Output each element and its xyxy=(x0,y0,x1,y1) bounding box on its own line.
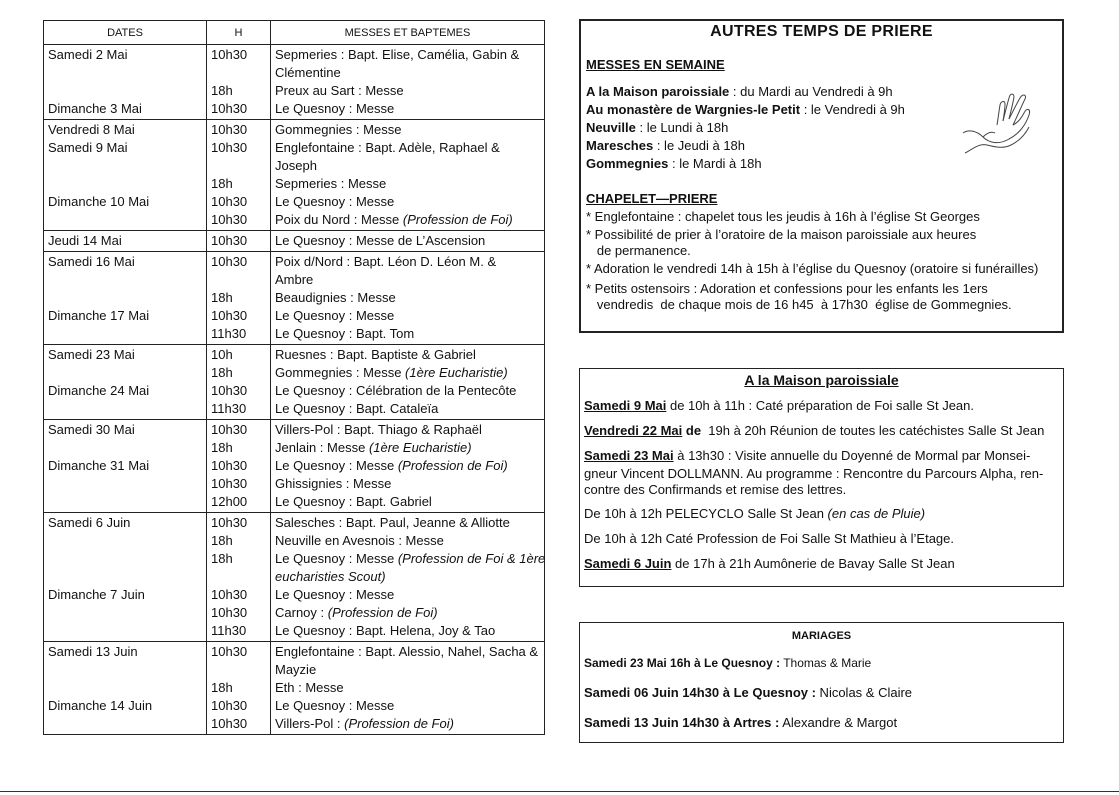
hours-cell xyxy=(207,513,271,642)
event-text: Salesches : Bapt. Paul, Jeanne & Alliotte xyxy=(275,515,510,530)
events-cell xyxy=(271,642,545,735)
event-line xyxy=(275,514,540,532)
event-note: (1ère Eucharistie) xyxy=(405,365,508,380)
event-note: (Profession de Foi) xyxy=(402,212,513,227)
date-label xyxy=(48,532,202,550)
date-label xyxy=(48,622,202,640)
event-text: Le Quesnoy : Messe xyxy=(275,698,395,713)
schedule-body xyxy=(44,45,545,735)
maison-de: de xyxy=(682,423,702,438)
mariage-when: Samedi 23 Mai 16h à Le Quesnoy : xyxy=(584,656,781,670)
event-line xyxy=(275,289,540,307)
date-label: Vendredi 8 Mai xyxy=(48,122,135,137)
weekday-line xyxy=(586,137,745,155)
hours-cell xyxy=(207,345,271,420)
maison-line xyxy=(584,555,955,573)
event-text: Le Quesnoy : Messe xyxy=(275,308,395,323)
event-text: Ruesnes : Bapt. Baptiste & Gabriel xyxy=(275,347,476,362)
event-line xyxy=(275,679,540,697)
mariages-title: MARIAGES xyxy=(791,630,852,642)
event-line xyxy=(275,421,540,439)
event-text: Le Quesnoy : Célébration de la Pentecôte xyxy=(275,383,517,398)
events-cell xyxy=(271,420,545,513)
time-label xyxy=(211,568,266,586)
chapelet-line: * Petits ostensoirs : Adoration et confessions pour les enfants les 1ers xyxy=(586,281,988,296)
event-line xyxy=(275,439,540,457)
schedule-group xyxy=(44,120,545,231)
event-line xyxy=(275,64,540,82)
date-label xyxy=(48,604,202,622)
time-label: 10h30 xyxy=(211,476,248,491)
hours-cell xyxy=(207,231,271,252)
schedule-table xyxy=(43,20,545,735)
event-note: (Profession de Foi) xyxy=(327,605,438,620)
weekday-line xyxy=(586,155,762,173)
event-line xyxy=(275,193,540,211)
date-label: Samedi 2 Mai xyxy=(48,47,128,62)
event-line xyxy=(275,271,540,289)
event-text: Le Quesnoy : Messe xyxy=(275,101,395,116)
date-label xyxy=(48,568,202,586)
dates-cell xyxy=(44,252,207,345)
event-text: Le Quesnoy : Messe xyxy=(275,194,395,209)
chapelet-line: de permanence. xyxy=(586,243,691,258)
time-label: 10h30 xyxy=(211,308,248,323)
time-label: 10h30 xyxy=(211,101,248,116)
date-label: Dimanche 17 Mai xyxy=(48,308,150,323)
event-line xyxy=(275,232,540,250)
event-text: Mayzie xyxy=(275,662,317,677)
event-line xyxy=(275,550,546,568)
schedule-group xyxy=(44,231,545,252)
events-cell xyxy=(271,345,545,420)
date-label xyxy=(48,661,202,679)
date-label: Samedi 13 Juin xyxy=(48,644,138,659)
event-text: Gommegnies : Messe xyxy=(275,122,402,137)
date-label xyxy=(48,271,202,289)
weekday-time: : le Lundi à 18h xyxy=(635,120,729,135)
event-line xyxy=(275,382,540,400)
event-line xyxy=(275,697,540,715)
time-label: 10h30 xyxy=(211,698,248,713)
dates-cell xyxy=(44,45,207,120)
mariage-when: Samedi 06 Juin 14h30 à Le Quesnoy : xyxy=(584,685,816,700)
time-label: 10h30 xyxy=(211,122,248,137)
bottom-rule xyxy=(0,791,1119,792)
weekday-place: A la Maison paroissiale xyxy=(586,84,730,99)
time-label: 10h30 xyxy=(211,458,248,473)
event-note: (1ère Eucharistie) xyxy=(368,440,472,455)
time-label: 11h30 xyxy=(211,326,247,341)
chapelet-heading: CHAPELET—PRIERE xyxy=(586,191,718,206)
events-cell xyxy=(271,513,545,642)
date-label: Samedi 6 Juin xyxy=(48,515,131,530)
maison-date: Samedi 9 Mai xyxy=(584,398,667,413)
weekday-line xyxy=(586,83,893,101)
date-label xyxy=(48,325,202,343)
maison-text: de 17h à 21h Aumônerie de Bavay Salle St Jean xyxy=(671,556,955,571)
event-line xyxy=(275,157,540,175)
time-label: 10h30 xyxy=(211,587,248,602)
event-line xyxy=(275,457,540,475)
event-text: Sepmeries : Bapt. Elise, Camélia, Gabin & xyxy=(275,47,520,62)
hours-cell xyxy=(207,45,271,120)
date-label: Samedi 9 Mai xyxy=(48,140,128,155)
time-label: 10h30 xyxy=(211,716,248,731)
mariage-line xyxy=(584,684,912,702)
weekday-time: : le Jeudi à 18h xyxy=(653,138,746,153)
weekday-time: : le Vendredi à 9h xyxy=(800,102,905,117)
maison-text: De 10h à 12h PELECYCLO Salle St Jean xyxy=(584,506,828,521)
time-label: 18h xyxy=(211,176,233,191)
time-label: 18h xyxy=(211,290,233,305)
schedule-group xyxy=(44,513,545,642)
maison-title: A la Maison paroissiale xyxy=(744,372,899,388)
events-cell xyxy=(271,45,545,120)
date-label xyxy=(48,211,202,229)
events-cell xyxy=(271,120,545,231)
date-label: Dimanche 14 Juin xyxy=(48,698,153,713)
event-line xyxy=(275,211,540,229)
mariages-box xyxy=(579,622,1064,743)
event-text: Poix d/Nord : Bapt. Léon D. Léon M. & xyxy=(275,254,497,269)
maison-date: Samedi 23 Mai xyxy=(584,448,674,463)
event-text: Le Quesnoy : Messe xyxy=(275,587,395,602)
dates-cell xyxy=(44,420,207,513)
event-text: Le Quesnoy : Bapt. Gabriel xyxy=(275,494,432,509)
hours-cell xyxy=(207,252,271,345)
event-line xyxy=(275,307,540,325)
maison-text: contre des Confirmands et remise des lettres. xyxy=(584,482,847,497)
event-line xyxy=(275,661,540,679)
time-label: 10h30 xyxy=(211,383,248,398)
event-text: Preux au Sart : Messe xyxy=(275,83,404,98)
event-text: Sepmeries : Messe xyxy=(275,176,387,191)
time-label: 18h xyxy=(211,440,233,455)
event-text: Poix du Nord : Messe xyxy=(275,212,403,227)
time-label: 11h30 xyxy=(211,401,247,416)
maison-text: à 13h30 : Visite annuelle du Doyenné de Mormal par Monsei- xyxy=(673,448,1031,463)
date-label: Dimanche 7 Juin xyxy=(48,587,145,602)
hours-cell xyxy=(207,120,271,231)
maison-text: De 10h à 12h Caté Profession de Foi Salle St Mathieu à l’Etage. xyxy=(584,531,954,546)
event-note: (Profession de Foi) xyxy=(344,716,454,731)
chapelet-line: * Englefontaine : chapelet tous les jeudis à 16h à l’église St Georges xyxy=(586,209,980,224)
event-text: Carnoy : xyxy=(275,605,328,620)
events-cell xyxy=(271,252,545,345)
event-text: Le Quesnoy : Messe xyxy=(275,458,398,473)
time-label: 10h xyxy=(211,347,233,362)
prayer-box xyxy=(579,19,1064,333)
event-text: Clémentine xyxy=(275,65,341,80)
date-label xyxy=(48,175,202,193)
event-text: Ghissignies : Messe xyxy=(275,476,392,491)
time-label xyxy=(211,661,266,679)
maison-date: Vendredi 22 Mai xyxy=(584,423,683,438)
event-line xyxy=(275,46,540,64)
date-label: Samedi 30 Mai xyxy=(48,422,135,437)
maison-line xyxy=(584,422,1044,440)
hours-cell xyxy=(207,420,271,513)
weekday-line xyxy=(586,101,905,119)
mariage-couple: Thomas & Marie xyxy=(780,656,872,670)
date-label xyxy=(48,475,202,493)
time-label: 18h xyxy=(211,551,233,566)
mariage-couple: Nicolas & Claire xyxy=(815,685,913,700)
event-line xyxy=(275,643,540,661)
event-line xyxy=(275,715,540,733)
event-text: Le Quesnoy : Bapt. Helena, Joy & Tao xyxy=(275,623,496,638)
hours-cell xyxy=(207,642,271,735)
event-line xyxy=(275,532,540,550)
chapelet-line: * Adoration le vendredi 14h à 15h à l’église du Quesnoy (oratoire si funérailles) xyxy=(586,261,1039,276)
schedule-group xyxy=(44,642,545,735)
date-label xyxy=(48,400,202,418)
event-text: Le Quesnoy : Bapt. Cataleïa xyxy=(275,401,439,416)
time-label xyxy=(211,64,266,82)
event-line xyxy=(275,325,540,343)
event-text: Le Quesnoy : Messe de L’Ascension xyxy=(275,233,486,248)
maison-date: Samedi 6 Juin xyxy=(584,556,672,571)
dates-cell xyxy=(44,120,207,231)
event-note: (Profession de Foi) xyxy=(397,458,508,473)
time-label: 10h30 xyxy=(211,254,248,269)
time-label xyxy=(211,157,266,175)
event-text: Le Quesnoy : Messe xyxy=(275,551,398,566)
mariage-line xyxy=(584,654,871,672)
time-label: 10h30 xyxy=(211,422,248,437)
event-text: Jenlain : Messe xyxy=(275,440,369,455)
time-label: 12h00 xyxy=(211,494,248,509)
time-label: 10h30 xyxy=(211,644,248,659)
prayer-title: AUTRES TEMPS DE PRIERE xyxy=(710,23,933,40)
weekday-place: Gommegnies xyxy=(586,156,669,171)
date-label xyxy=(48,439,202,457)
date-label: Dimanche 3 Mai xyxy=(48,101,142,116)
dates-cell xyxy=(44,513,207,642)
events-cell xyxy=(271,231,545,252)
event-line xyxy=(275,82,540,100)
date-label: Dimanche 10 Mai xyxy=(48,194,150,209)
event-text: Beaudignies : Messe xyxy=(275,290,396,305)
event-line xyxy=(275,364,540,382)
maison-line xyxy=(584,481,846,499)
date-label: Dimanche 31 Mai xyxy=(48,458,150,473)
event-text: Neuville en Avesnois : Messe xyxy=(275,533,444,548)
dates-cell xyxy=(44,642,207,735)
mariage-line xyxy=(584,714,897,732)
event-line xyxy=(275,400,540,418)
maison-line xyxy=(584,447,1030,465)
event-line xyxy=(275,175,540,193)
time-label: 10h30 xyxy=(211,515,248,530)
event-text: Le Quesnoy : Bapt. Tom xyxy=(275,326,415,341)
weekday-place: Maresches xyxy=(586,138,654,153)
time-label: 10h30 xyxy=(211,47,248,62)
date-label: Dimanche 24 Mai xyxy=(48,383,150,398)
date-label: Samedi 16 Mai xyxy=(48,254,135,269)
event-line xyxy=(275,139,540,157)
event-text: Villers-Pol : xyxy=(275,716,345,731)
weekday-line xyxy=(586,119,728,137)
maison-text: 19h à 20h Réunion de toutes les catéchistes Salle St Jean xyxy=(701,423,1045,438)
dates-cell xyxy=(44,345,207,420)
time-label: 10h30 xyxy=(211,212,248,227)
event-line xyxy=(275,475,540,493)
header-h: H xyxy=(207,21,271,45)
weekday-place: Neuville xyxy=(586,120,636,135)
event-text: Englefontaine : Bapt. Alessio, Nahel, Sacha & xyxy=(275,644,539,659)
weekday-time: : le Mardi à 18h xyxy=(668,156,762,171)
mariage-when: Samedi 13 Juin 14h30 à Artres : xyxy=(584,715,780,730)
event-text: Eth : Messe xyxy=(275,680,344,695)
date-label xyxy=(48,679,202,697)
time-label: 18h xyxy=(211,533,233,548)
maison-text: de 10h à 11h : Caté préparation de Foi salle St Jean. xyxy=(666,398,975,413)
dates-cell xyxy=(44,231,207,252)
weekday-time: : du Mardi au Vendredi à 9h xyxy=(729,84,893,99)
date-label xyxy=(48,550,202,568)
time-label: 10h30 xyxy=(211,194,248,209)
time-label: 18h xyxy=(211,365,233,380)
maison-note: (en cas de Pluie) xyxy=(827,506,926,521)
time-label: 10h30 xyxy=(211,140,248,155)
maison-line xyxy=(584,505,925,523)
date-label xyxy=(48,64,202,82)
schedule-group xyxy=(44,420,545,513)
event-line xyxy=(275,346,540,364)
header-masses: MESSES ET BAPTEMES xyxy=(271,21,545,45)
event-line xyxy=(275,622,540,640)
maison-text: gneur Vincent DOLLMANN. Au programme : Rencontre du Parcours Alpha, ren- xyxy=(584,466,1044,481)
maison-line xyxy=(584,530,954,548)
chapelet-line: * Possibilité de prier à l’oratoire de la maison paroissiale aux heures xyxy=(586,227,977,242)
event-note: eucharisties Scout) xyxy=(275,569,386,584)
mariage-couple: Alexandre & Margot xyxy=(779,715,898,730)
event-line xyxy=(275,100,540,118)
event-text: Gommegnies : Messe xyxy=(275,365,406,380)
date-label: Jeudi 14 Mai xyxy=(48,233,122,248)
time-label: 10h30 xyxy=(211,233,248,248)
event-line xyxy=(275,568,540,586)
event-text: Villers-Pol : Bapt. Thiago & Raphaël xyxy=(275,422,482,437)
time-label: 18h xyxy=(211,83,233,98)
event-line xyxy=(275,586,540,604)
date-label xyxy=(48,364,202,382)
event-text: Ambre xyxy=(275,272,314,287)
date-label: Samedi 23 Mai xyxy=(48,347,135,362)
praying-hands-icon xyxy=(959,93,1035,159)
schedule-group xyxy=(44,45,545,120)
event-note: (Profession de Foi & 1ère xyxy=(397,551,546,566)
event-line xyxy=(275,604,540,622)
schedule-group xyxy=(44,252,545,345)
time-label: 10h30 xyxy=(211,605,248,620)
header-dates: DATES xyxy=(44,21,207,45)
date-label xyxy=(48,493,202,511)
weekday-heading: MESSES EN SEMAINE xyxy=(586,57,725,72)
schedule-group xyxy=(44,345,545,420)
date-label xyxy=(48,82,202,100)
time-label: 11h30 xyxy=(211,623,247,638)
event-text: Englefontaine : Bapt. Adèle, Raphael & xyxy=(275,140,500,155)
event-line xyxy=(275,253,540,271)
time-label xyxy=(211,271,266,289)
date-label xyxy=(48,715,202,733)
chapelet-line: vendredis de chaque mois de 16 h45 à 17h30 église de Gommegnies. xyxy=(586,297,1012,312)
weekday-place: Au monastère de Wargnies-le Petit xyxy=(586,102,801,117)
event-line xyxy=(275,121,540,139)
maison-box xyxy=(579,368,1064,587)
event-text: Joseph xyxy=(275,158,317,173)
date-label xyxy=(48,157,202,175)
time-label: 18h xyxy=(211,680,233,695)
maison-line xyxy=(584,397,974,415)
date-label xyxy=(48,289,202,307)
event-line xyxy=(275,493,540,511)
